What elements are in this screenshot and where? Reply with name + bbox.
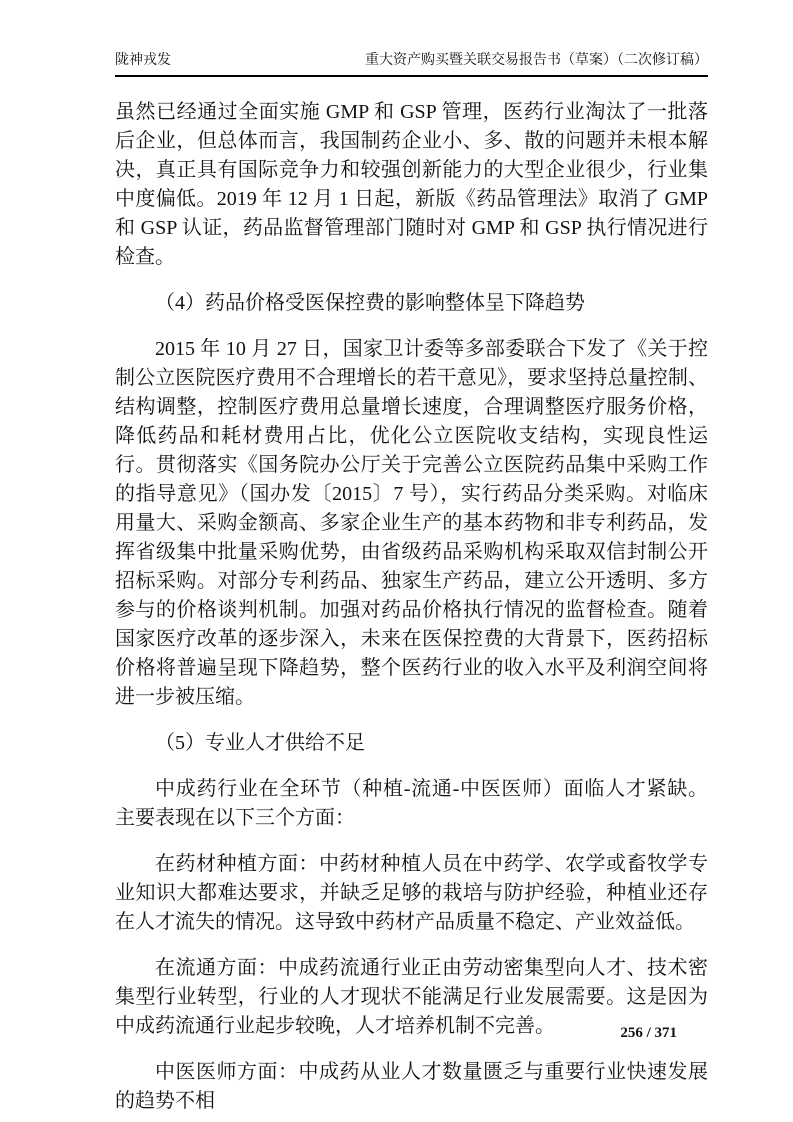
header-report-title: 重大资产购买暨关联交易报告书（草案）（二次修订稿） [365, 53, 708, 68]
paragraph-herb-planting: 在药材种植方面：中药材种植人员在中药学、农学或畜牧学专业知识大都难达要求，并缺乏足够的栽培与防护经验，种植业还存在人才流失的情况。这导致中药材产品质量不稳定、产业效益低。 [115, 853, 708, 933]
page-header [115, 53, 708, 77]
section-heading-5-talent-shortage: （5）专业人才供给不足 [155, 732, 365, 754]
section-heading-4-drug-price: （4）药品价格受医保控费的影响整体呈下降趋势 [155, 292, 585, 314]
paragraph-gmp-gsp-continuation: 虽然已经通过全面实施 GMP 和 GSP 管理，医药行业淘汰了一批落后企业，但总体而言，我国制药企业小、多、散的问题并未根本解决，真正具有国际竞争力和较强创新能力的大型企业很少，行业集中度偏低。2019 年 12 月 1 日起，新版《药品管理法》取消了 GMP 和 GSP 认证，药品监督管理部门随时对 GMP 和 GSP 执行情况进行检查。 [115, 101, 708, 268]
paragraph-tcm-doctors: 中医医师方面：中成药从业人才数量匮乏与重要行业快速发展的趋势不相 [115, 1061, 708, 1112]
paragraph-circulation: 在流通方面：中成药流通行业正由劳动密集型向人才、技术密集型行业转型，行业的人才现状不能满足行业发展需要。这是因为中成药流通行业起步较晚，人才培养机制不完善。 [115, 957, 708, 1037]
page-footer [115, 1024, 677, 1042]
page-number: 256 / 371 [620, 1025, 677, 1041]
document-body [115, 98, 708, 1122]
paragraph-talent-overview: 中成药行业在全环节（种植-流通-中医医师）面临人才紧缺。主要表现在以下三个方面： [115, 778, 708, 829]
header-company-name: 陇神戎发 [115, 53, 171, 68]
paragraph-medical-insurance-cost-control: 2015 年 10 月 27 日，国家卫计委等多部委联合下发了《关于控制公立医院医疗费用不合理增长的若干意见》，要求坚持总量控制、结构调整，控制医疗费用总量增长速度，合理调整医疗服务价格，降低药品和耗材费用占比，优化公立医院收支结构，实现良性运行。贯彻落实《国务院办公厅关于完善公立医院药品集中采购工作的指导意见》（国办发〔2015〕7 号），实行药品分类采购。对临床用量大、采购金额高、多家企业生产的基本药物和非专利药品，发挥省级集中批量采购优势，由省级药品采购机构采取双信封制公开招标采购。对部分专利药品、独家生产药品，建立公开透明、多方参与的价格谈判机制。加强对药品价格执行情况的监督检查。随着国家医疗改革的逐步深入，未来在医保控费的大背景下，医药招标价格将普遍呈现下降趋势，整个医药行业的收入水平及利润空间将进一步被压缩。 [115, 338, 708, 708]
